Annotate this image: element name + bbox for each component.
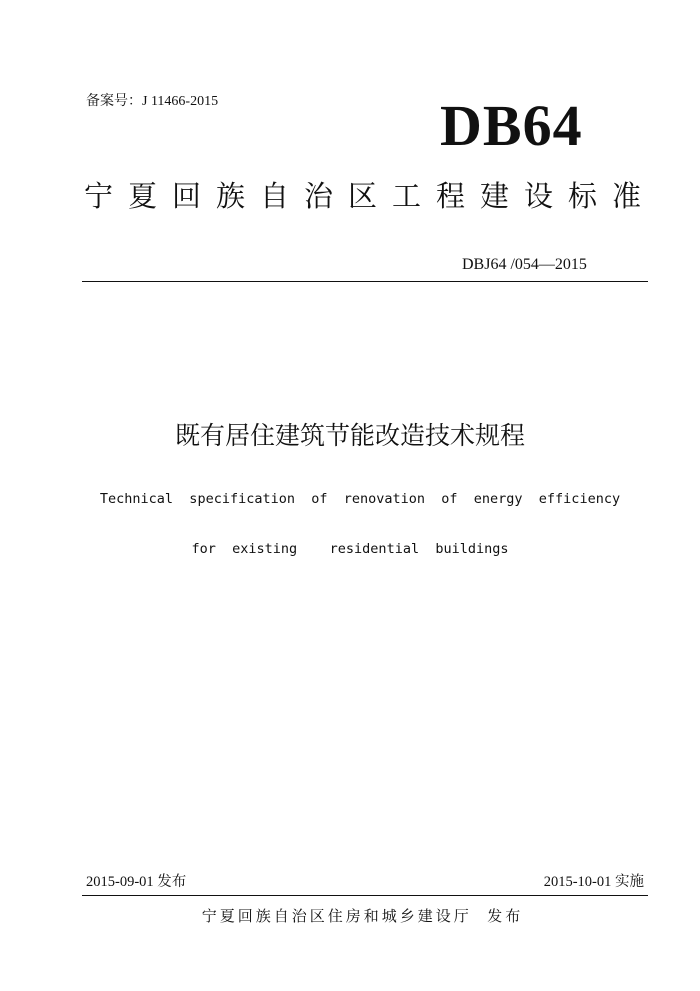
document-title-chinese: 既有居住建筑节能改造技术规程: [174, 421, 525, 450]
document-title-english-line1: Technical specification of renovation of energy efficiency: [99, 491, 621, 507]
record-number: 备案号：J 11466-2015: [86, 94, 219, 109]
top-divider: [82, 281, 648, 282]
issue-date: 2015-09-01 发布: [86, 874, 187, 890]
standard-number: DBJ64 /054—2015: [462, 256, 587, 273]
document-title-english-line2: for existing residential buildings: [191, 541, 509, 557]
standard-category: 宁夏回族自治区工程建设标准: [84, 179, 657, 213]
bottom-divider: [82, 895, 648, 896]
publisher: 宁夏回族自治区住房和城乡建设厅 发布: [201, 907, 524, 925]
implementation-date: 2015-10-01 实施: [543, 874, 644, 890]
standard-code: DB64: [440, 93, 583, 158]
